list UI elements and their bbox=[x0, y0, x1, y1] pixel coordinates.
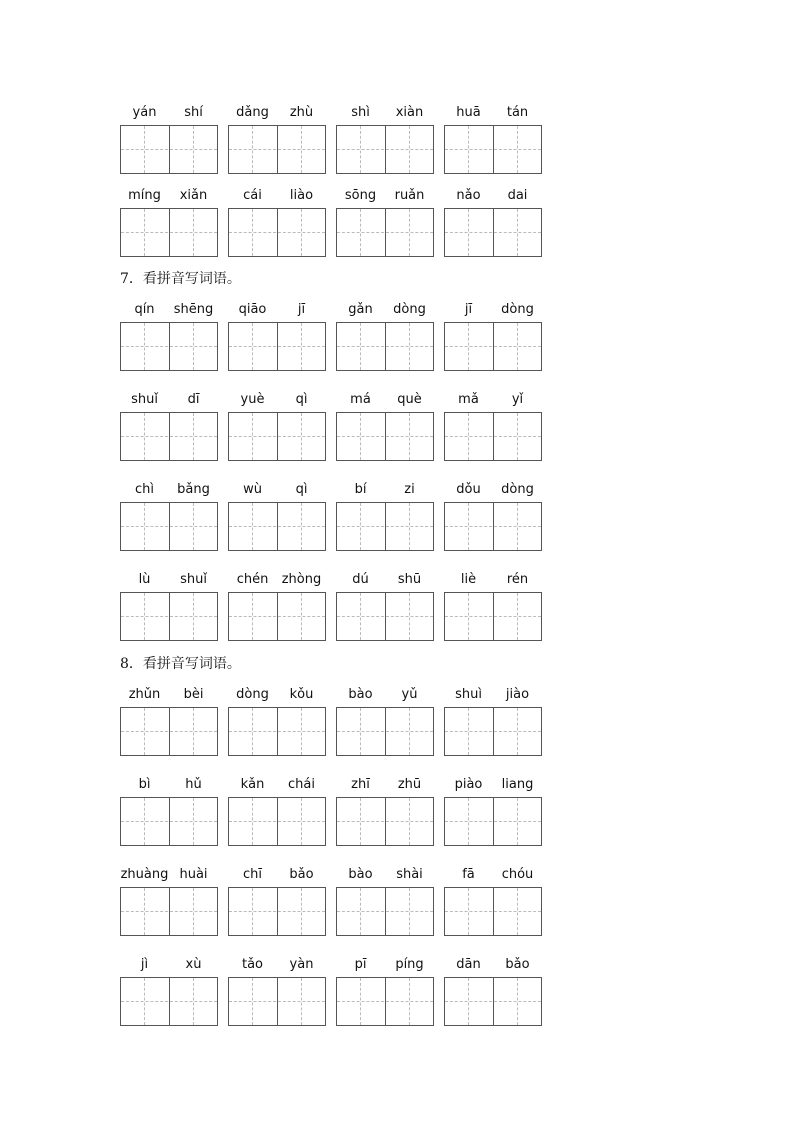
word-item bbox=[228, 572, 326, 642]
writing-grid[interactable] bbox=[444, 797, 542, 846]
pinyin-label: shū bbox=[397, 572, 422, 587]
pinyin-label: zhù bbox=[289, 105, 314, 120]
guide-line-horizontal bbox=[445, 821, 541, 822]
writing-grid[interactable] bbox=[120, 502, 218, 551]
guide-line-horizontal bbox=[337, 346, 433, 347]
word-item bbox=[444, 777, 542, 847]
writing-grid[interactable] bbox=[444, 208, 542, 257]
pinyin-label: dān bbox=[456, 957, 481, 972]
word-item bbox=[228, 687, 326, 757]
guide-line-horizontal bbox=[445, 232, 541, 233]
pinyin-label: xiàn bbox=[395, 105, 424, 120]
word-item bbox=[228, 867, 326, 937]
pinyin-label: yuè bbox=[240, 392, 265, 407]
word-item bbox=[228, 482, 326, 552]
pinyin-label: què bbox=[397, 392, 422, 407]
writing-grid[interactable] bbox=[120, 208, 218, 257]
writing-grid[interactable] bbox=[228, 322, 326, 371]
pinyin-label: liào bbox=[289, 188, 314, 203]
word-item bbox=[444, 392, 542, 462]
pinyin-label: yǐ bbox=[511, 392, 524, 407]
writing-grid[interactable] bbox=[120, 707, 218, 756]
guide-line-horizontal bbox=[229, 346, 325, 347]
pinyin-label: bǎo bbox=[289, 867, 314, 882]
writing-grid[interactable] bbox=[120, 887, 218, 936]
pinyin-label: shēng bbox=[173, 302, 214, 317]
guide-line-horizontal bbox=[229, 616, 325, 617]
writing-grid[interactable] bbox=[228, 707, 326, 756]
pinyin-label: dī bbox=[187, 392, 200, 407]
word-item bbox=[444, 687, 542, 757]
pinyin-label: zi bbox=[404, 482, 415, 497]
guide-line-horizontal bbox=[337, 1001, 433, 1002]
writing-grid[interactable] bbox=[228, 592, 326, 641]
word-item bbox=[444, 188, 542, 258]
pinyin-label: bí bbox=[354, 482, 367, 497]
pinyin-label: jì bbox=[140, 957, 149, 972]
guide-line-horizontal bbox=[229, 232, 325, 233]
writing-grid[interactable] bbox=[120, 977, 218, 1026]
pinyin-label: liang bbox=[501, 777, 534, 792]
guide-line-horizontal bbox=[229, 436, 325, 437]
pinyin-label: qì bbox=[295, 482, 308, 497]
writing-grid[interactable] bbox=[444, 592, 542, 641]
pinyin-label: huài bbox=[179, 867, 208, 882]
word-item bbox=[336, 188, 434, 258]
pinyin-label: chì bbox=[135, 482, 154, 497]
writing-grid[interactable] bbox=[336, 125, 434, 174]
pinyin-label: qín bbox=[134, 302, 155, 317]
writing-grid[interactable] bbox=[336, 208, 434, 257]
pinyin-label: fā bbox=[462, 867, 475, 882]
writing-grid[interactable] bbox=[336, 592, 434, 641]
writing-grid[interactable] bbox=[228, 125, 326, 174]
pinyin-label: bào bbox=[348, 867, 373, 882]
word-row bbox=[120, 777, 550, 847]
pinyin-label: qiāo bbox=[238, 302, 267, 317]
pinyin-label: yàn bbox=[289, 957, 314, 972]
pinyin-label: jī bbox=[297, 302, 306, 317]
pinyin-label: ruǎn bbox=[394, 188, 425, 203]
guide-line-horizontal bbox=[229, 731, 325, 732]
guide-line-horizontal bbox=[121, 616, 217, 617]
guide-line-horizontal bbox=[229, 526, 325, 527]
pinyin-label: bǎo bbox=[505, 957, 530, 972]
writing-grid[interactable] bbox=[444, 322, 542, 371]
writing-grid[interactable] bbox=[336, 977, 434, 1026]
writing-grid[interactable] bbox=[228, 887, 326, 936]
guide-line-horizontal bbox=[229, 911, 325, 912]
pinyin-label: nǎo bbox=[456, 188, 481, 203]
pinyin-label: rén bbox=[506, 572, 529, 587]
word-item bbox=[120, 105, 218, 175]
guide-line-horizontal bbox=[121, 1001, 217, 1002]
word-item bbox=[444, 867, 542, 937]
pinyin-label: zhī bbox=[351, 777, 370, 792]
writing-grid[interactable] bbox=[228, 502, 326, 551]
writing-grid[interactable] bbox=[228, 797, 326, 846]
guide-line-horizontal bbox=[337, 616, 433, 617]
pinyin-label: shuì bbox=[455, 687, 482, 702]
writing-grid[interactable] bbox=[228, 977, 326, 1026]
writing-grid[interactable] bbox=[444, 412, 542, 461]
pinyin-label: píng bbox=[395, 957, 424, 972]
word-item bbox=[444, 105, 542, 175]
word-item bbox=[120, 572, 218, 642]
guide-line-horizontal bbox=[229, 149, 325, 150]
pinyin-label: piào bbox=[454, 777, 483, 792]
pinyin-label: shài bbox=[396, 867, 423, 882]
guide-line-horizontal bbox=[121, 526, 217, 527]
word-item bbox=[228, 105, 326, 175]
pinyin-label: hǔ bbox=[185, 777, 202, 792]
pinyin-label: wù bbox=[243, 482, 262, 497]
guide-line-horizontal bbox=[121, 232, 217, 233]
word-item bbox=[336, 482, 434, 552]
guide-line-horizontal bbox=[445, 616, 541, 617]
pinyin-label: dòng bbox=[393, 302, 426, 317]
guide-line-horizontal bbox=[337, 911, 433, 912]
guide-line-horizontal bbox=[445, 1001, 541, 1002]
guide-line-horizontal bbox=[337, 731, 433, 732]
section-title: 8．看拼音写词语。 bbox=[120, 656, 241, 672]
word-row bbox=[120, 957, 550, 1027]
writing-grid[interactable] bbox=[120, 797, 218, 846]
writing-grid[interactable] bbox=[120, 125, 218, 174]
writing-grid[interactable] bbox=[120, 592, 218, 641]
writing-grid[interactable] bbox=[120, 322, 218, 371]
guide-line-horizontal bbox=[445, 149, 541, 150]
word-item bbox=[336, 302, 434, 372]
writing-grid[interactable] bbox=[336, 797, 434, 846]
guide-line-horizontal bbox=[121, 436, 217, 437]
guide-line-horizontal bbox=[121, 731, 217, 732]
word-row bbox=[120, 482, 550, 552]
guide-line-horizontal bbox=[121, 346, 217, 347]
guide-line-horizontal bbox=[445, 436, 541, 437]
guide-line-horizontal bbox=[337, 436, 433, 437]
pinyin-label: dòng bbox=[236, 687, 269, 702]
pinyin-label: míng bbox=[128, 188, 161, 203]
pinyin-label: tǎo bbox=[241, 957, 264, 972]
word-item bbox=[228, 957, 326, 1027]
word-item bbox=[120, 482, 218, 552]
pinyin-label: jiào bbox=[505, 687, 530, 702]
word-item bbox=[120, 188, 218, 258]
pinyin-label: dòng bbox=[501, 482, 534, 497]
section-title: 7．看拼音写词语。 bbox=[120, 271, 241, 287]
pinyin-label: shì bbox=[351, 105, 370, 120]
word-item bbox=[336, 687, 434, 757]
pinyin-label: dǒu bbox=[456, 482, 481, 497]
pinyin-label: dòng bbox=[501, 302, 534, 317]
pinyin-label: cái bbox=[243, 188, 262, 203]
pinyin-label: shí bbox=[184, 105, 203, 120]
guide-line-horizontal bbox=[445, 911, 541, 912]
pinyin-label: bào bbox=[348, 687, 373, 702]
writing-grid[interactable] bbox=[120, 412, 218, 461]
writing-grid[interactable] bbox=[336, 707, 434, 756]
word-item bbox=[336, 867, 434, 937]
word-item bbox=[228, 777, 326, 847]
word-item bbox=[228, 188, 326, 258]
guide-line-horizontal bbox=[121, 149, 217, 150]
pinyin-label: chī bbox=[243, 867, 262, 882]
pinyin-label: xiǎn bbox=[179, 188, 208, 203]
pinyin-label: pī bbox=[354, 957, 367, 972]
pinyin-label: qì bbox=[295, 392, 308, 407]
guide-line-horizontal bbox=[229, 1001, 325, 1002]
pinyin-label: bì bbox=[138, 777, 151, 792]
pinyin-label: kǒu bbox=[289, 687, 314, 702]
pinyin-label: gǎn bbox=[348, 302, 373, 317]
guide-line-horizontal bbox=[445, 526, 541, 527]
word-row bbox=[120, 392, 550, 462]
pinyin-label: yán bbox=[132, 105, 157, 120]
pinyin-label: zhǔn bbox=[128, 687, 161, 702]
word-item bbox=[120, 777, 218, 847]
word-row bbox=[120, 867, 550, 937]
pinyin-label: má bbox=[350, 392, 371, 407]
pinyin-label: dú bbox=[352, 572, 369, 587]
guide-line-horizontal bbox=[121, 911, 217, 912]
pinyin-label: mǎ bbox=[458, 392, 479, 407]
pinyin-label: dai bbox=[507, 188, 528, 203]
pinyin-label: dǎng bbox=[236, 105, 269, 120]
word-item bbox=[336, 957, 434, 1027]
pinyin-label: sōng bbox=[344, 188, 377, 203]
pinyin-label: zhòng bbox=[281, 572, 322, 587]
pinyin-label: bǎng bbox=[177, 482, 210, 497]
word-item bbox=[228, 392, 326, 462]
word-item bbox=[120, 687, 218, 757]
writing-grid[interactable] bbox=[228, 208, 326, 257]
pinyin-label: zhū bbox=[397, 777, 422, 792]
word-row bbox=[120, 188, 550, 258]
guide-line-horizontal bbox=[445, 346, 541, 347]
word-row bbox=[120, 687, 550, 757]
pinyin-label: jī bbox=[464, 302, 473, 317]
pinyin-label: huā bbox=[456, 105, 481, 120]
word-item bbox=[444, 957, 542, 1027]
pinyin-label: chái bbox=[288, 777, 315, 792]
pinyin-label: kǎn bbox=[240, 777, 265, 792]
word-item bbox=[444, 482, 542, 552]
guide-line-horizontal bbox=[337, 232, 433, 233]
pinyin-label: lù bbox=[138, 572, 151, 587]
writing-grid[interactable] bbox=[444, 977, 542, 1026]
word-item bbox=[120, 302, 218, 372]
guide-line-horizontal bbox=[121, 821, 217, 822]
pinyin-label: chén bbox=[236, 572, 269, 587]
word-item bbox=[336, 392, 434, 462]
word-item bbox=[444, 572, 542, 642]
writing-grid[interactable] bbox=[336, 412, 434, 461]
pinyin-label: bèi bbox=[183, 687, 204, 702]
pinyin-label: shuǐ bbox=[180, 572, 207, 587]
word-item bbox=[336, 105, 434, 175]
word-item bbox=[336, 572, 434, 642]
guide-line-horizontal bbox=[337, 821, 433, 822]
word-item bbox=[336, 777, 434, 847]
pinyin-label: tán bbox=[506, 105, 529, 120]
pinyin-label: xù bbox=[185, 957, 202, 972]
guide-line-horizontal bbox=[229, 821, 325, 822]
word-row bbox=[120, 302, 550, 372]
writing-grid[interactable] bbox=[444, 707, 542, 756]
pinyin-label: yǔ bbox=[401, 687, 418, 702]
pinyin-label: zhuàng bbox=[120, 867, 169, 882]
word-item bbox=[120, 957, 218, 1027]
writing-grid[interactable] bbox=[228, 412, 326, 461]
word-item bbox=[444, 302, 542, 372]
guide-line-horizontal bbox=[337, 149, 433, 150]
word-row bbox=[120, 572, 550, 642]
writing-grid[interactable] bbox=[444, 125, 542, 174]
word-item bbox=[120, 867, 218, 937]
pinyin-label: chóu bbox=[501, 867, 534, 882]
word-item bbox=[120, 392, 218, 462]
writing-grid[interactable] bbox=[336, 322, 434, 371]
writing-grid[interactable] bbox=[444, 887, 542, 936]
writing-grid[interactable] bbox=[336, 502, 434, 551]
writing-grid[interactable] bbox=[336, 887, 434, 936]
writing-grid[interactable] bbox=[444, 502, 542, 551]
word-item bbox=[228, 302, 326, 372]
guide-line-horizontal bbox=[445, 731, 541, 732]
pinyin-label: shuǐ bbox=[131, 392, 158, 407]
pinyin-label: liè bbox=[460, 572, 477, 587]
guide-line-horizontal bbox=[337, 526, 433, 527]
word-row bbox=[120, 105, 550, 175]
